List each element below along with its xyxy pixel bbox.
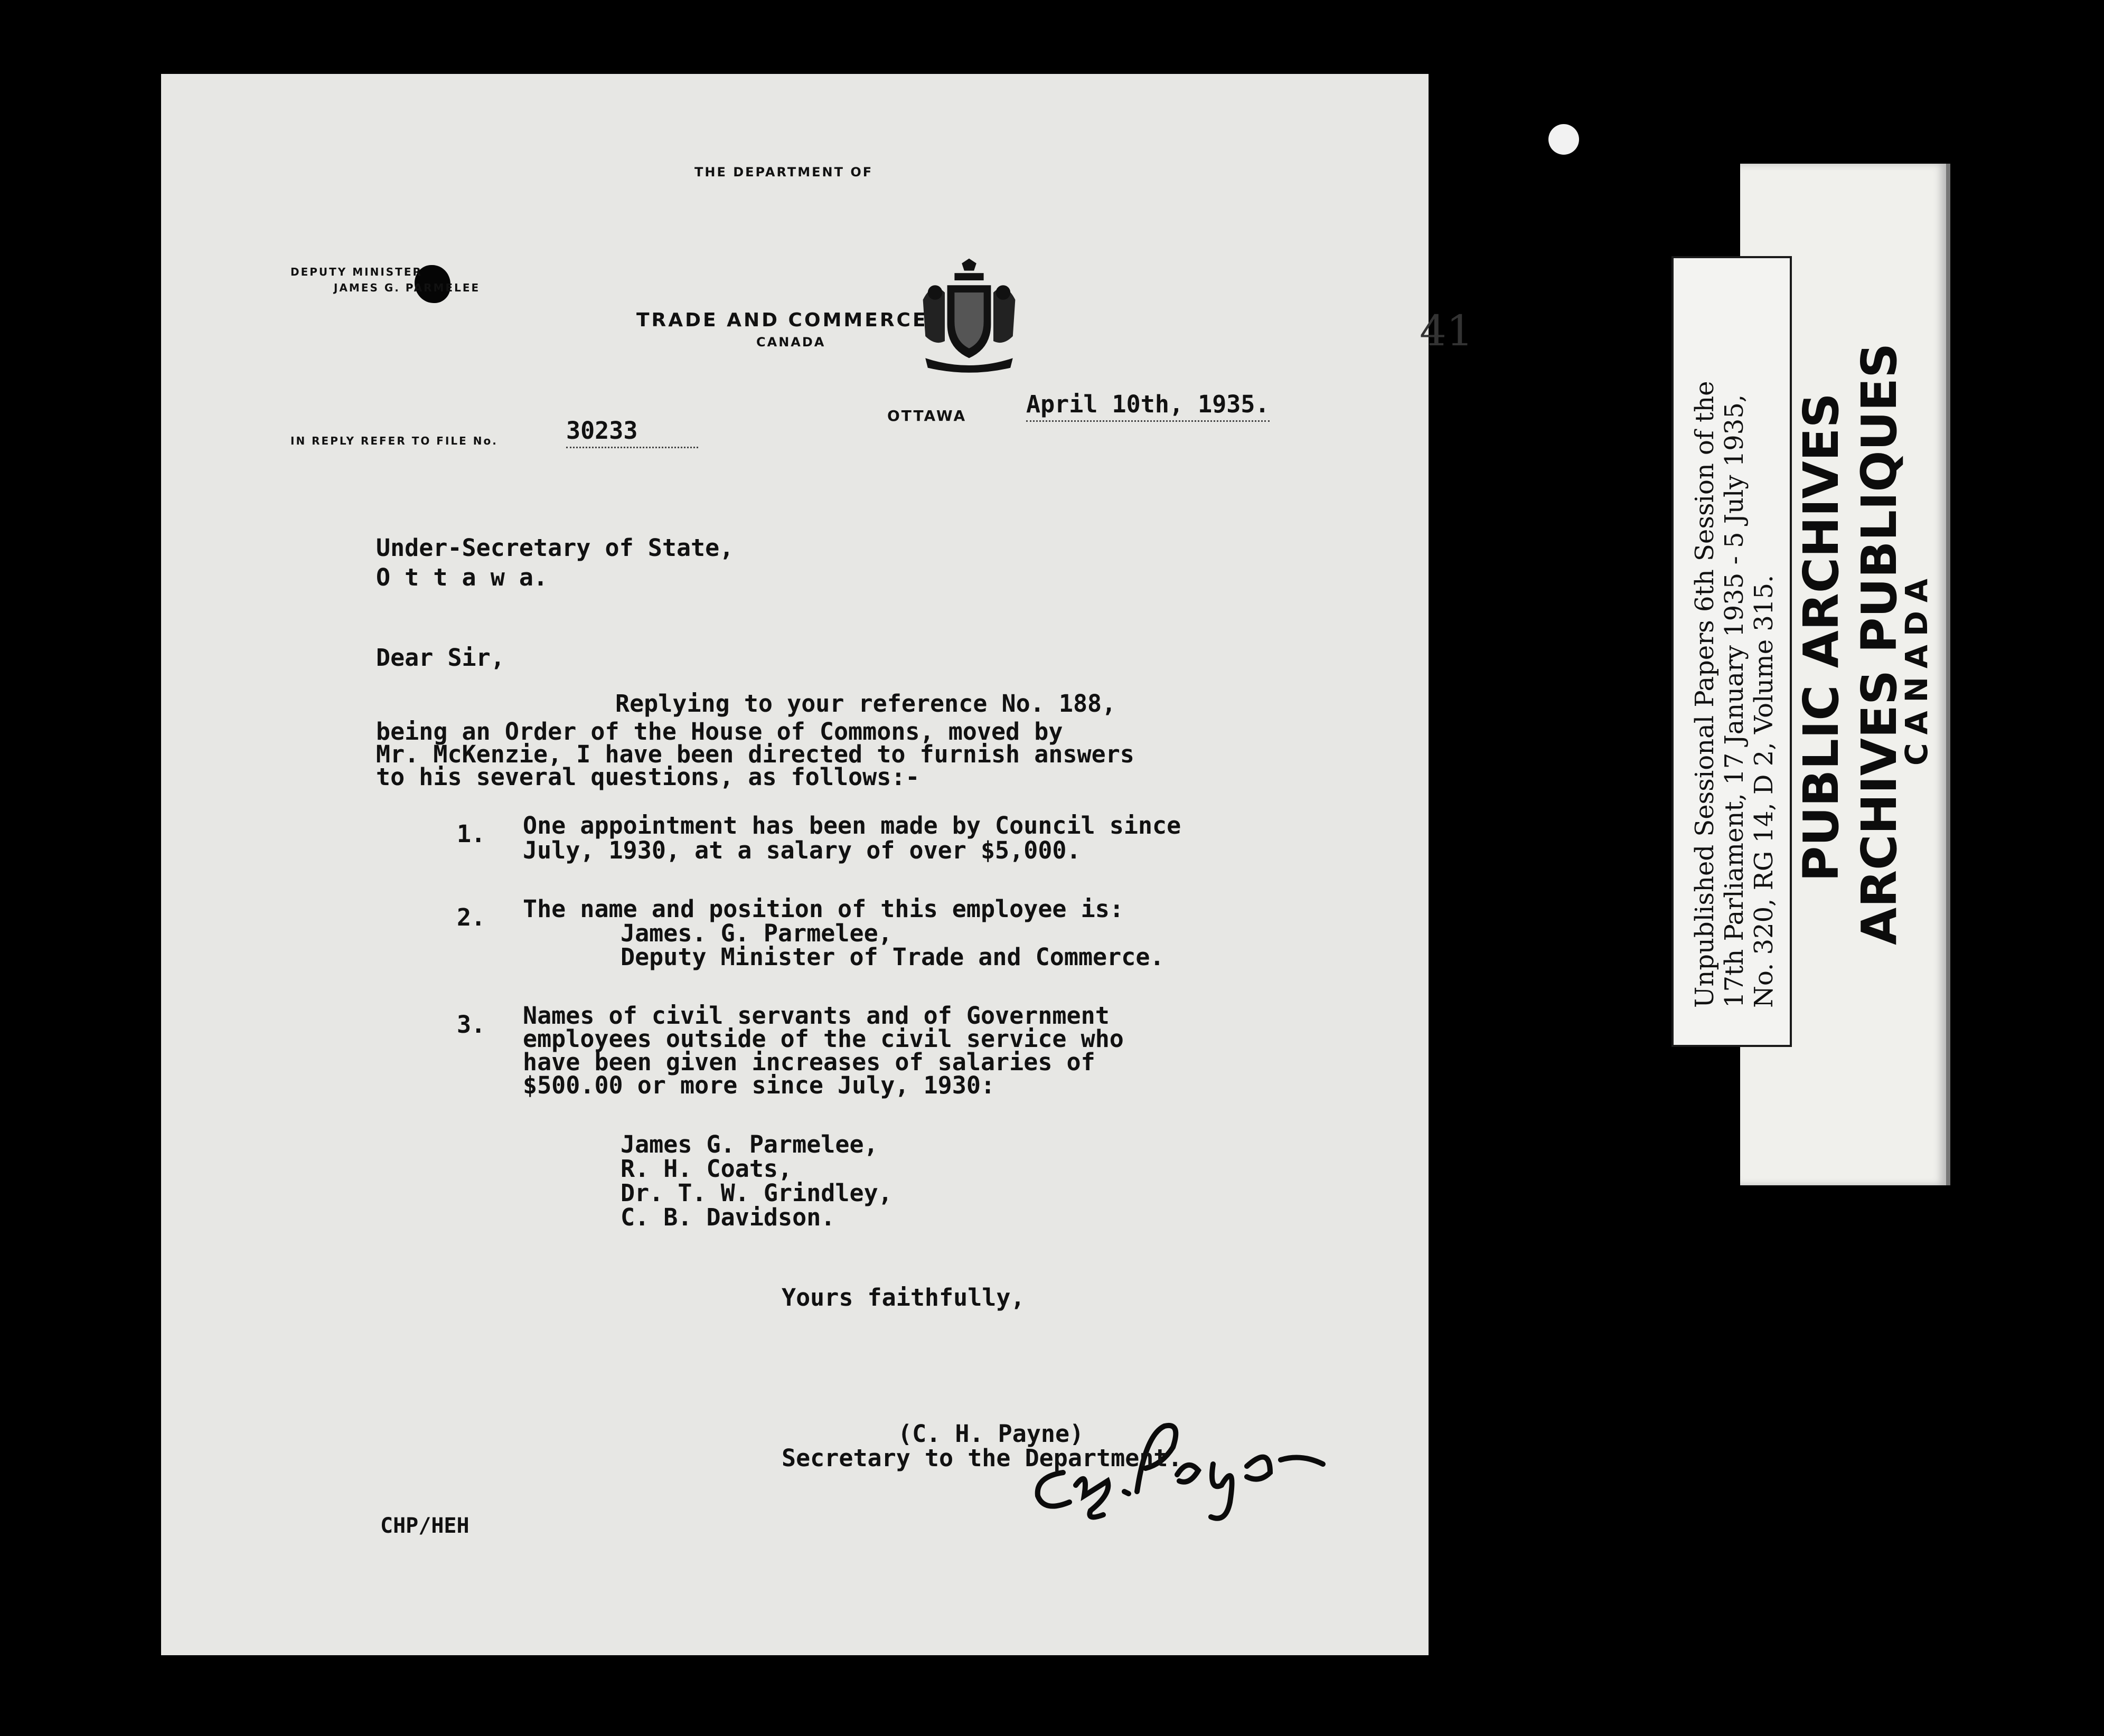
item-line: Deputy Minister of Trade and Commerce. (621, 943, 1164, 971)
archive-caption-line-2: 17th Parliament, 17 January 1935 - 5 July 1935, (1720, 394, 1749, 1008)
item-line: One appointment has been made by Council since (523, 812, 1181, 839)
name-list-item: James G. Parmelee, (621, 1130, 878, 1158)
item-number: 3. (457, 1011, 486, 1039)
page-number: 41 (1420, 306, 1473, 355)
item-number: 2. (457, 903, 486, 931)
letterhead-country: CANADA (756, 335, 826, 350)
recipient-line-2: O t t a w a. (376, 563, 548, 591)
item-line: July, 1930, at a salary of over $5,000. (523, 836, 1081, 864)
item-line: Names of civil servants and of Government (523, 1002, 1110, 1030)
archive-stamp-line-3: CANADA (1899, 570, 1934, 766)
archive-stamp-line-1: PUBLIC ARCHIVES (1793, 393, 1849, 882)
deputy-minister-title: DEPUTY MINISTER (290, 266, 422, 278)
archive-caption-slip (1671, 256, 1792, 1047)
letterhead-department-of: THE DEPARTMENT OF (694, 165, 873, 180)
signatory-name: (C. H. Payne) (898, 1420, 1084, 1448)
file-number: 30233 (566, 416, 698, 448)
item-line: employees outside of the civil service who (523, 1025, 1124, 1053)
city-label: OTTAWA (887, 407, 967, 424)
deputy-minister-name: JAMES G. PARMELEE (334, 281, 481, 294)
intro-line: being an Order of the House of Commons, moved by (376, 718, 1063, 746)
archive-caption-line-1: Unpublished Sessional Papers 6th Session of the (1690, 381, 1720, 1008)
letter-page (161, 74, 1473, 1655)
punch-dot (1548, 124, 1579, 155)
intro-line: Replying to your reference No. 188, (615, 690, 1116, 718)
name-list-item: Dr. T. W. Grindley, (621, 1179, 893, 1207)
archive-stamp-line-2: ARCHIVES PUBLIQUES (1851, 343, 1908, 945)
reply-refer-label: IN REPLY REFER TO FILE No. (290, 435, 498, 447)
intro-line: Mr. McKenzie, I have been directed to furnish answers (376, 740, 1134, 768)
name-list-item: R. H. Coats, (621, 1155, 793, 1183)
item-line: The name and position of this employee is: (523, 895, 1124, 923)
letterhead-department-name: TRADE AND COMMERCE (636, 309, 928, 331)
item-line: James. G. Parmelee, (621, 919, 893, 947)
item-line: $500.00 or more since July, 1930: (523, 1071, 995, 1099)
letter-date: April 10th, 1935. (1026, 390, 1270, 422)
recipient-line-1: Under-Secretary of State, (376, 534, 734, 562)
signatory-title: Secretary to the Department. (782, 1444, 1182, 1472)
item-number: 1. (457, 820, 486, 848)
reference-initials: CHP/HEH (380, 1514, 469, 1538)
intro-line: to his several questions, as follows:- (376, 763, 920, 791)
closing: Yours faithfully, (782, 1284, 1025, 1312)
archive-caption-line-3: No. 320, RG 14, D 2, Volume 315. (1749, 574, 1779, 1008)
item-line: have been given increases of salaries of (523, 1048, 1095, 1076)
salutation: Dear Sir, (376, 644, 505, 672)
name-list-item: C. B. Davidson. (621, 1203, 835, 1231)
